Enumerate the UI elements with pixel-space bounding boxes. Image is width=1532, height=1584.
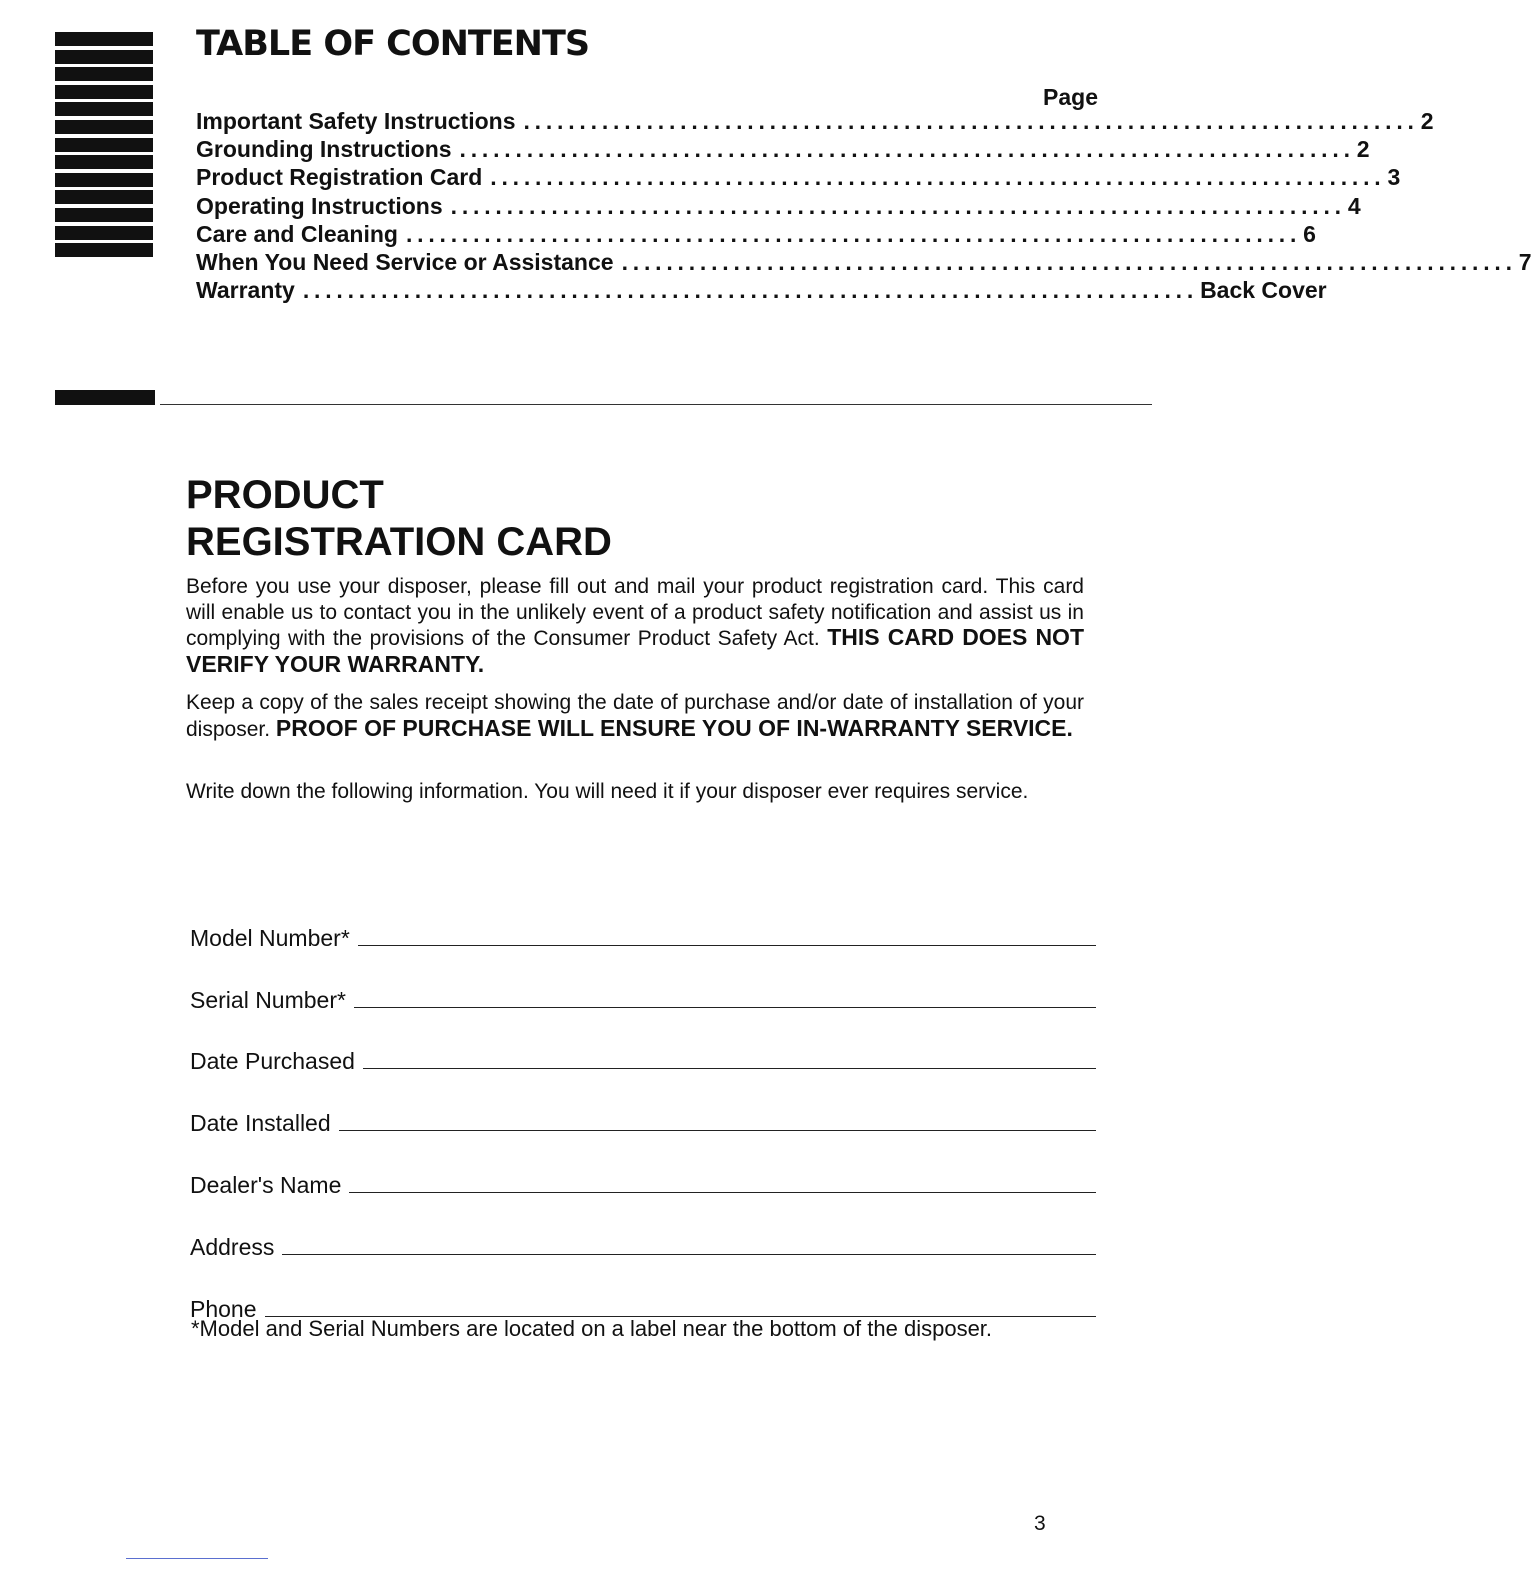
toc-entry-page: 6	[1303, 220, 1316, 247]
toc-leader-dots: ................................................................................	[621, 248, 1517, 275]
registration-title	[186, 472, 612, 566]
toc-leader-dots: ................................................................................	[405, 220, 1302, 247]
paragraph-emphasis: PROOF OF PURCHASE WILL ENSURE YOU OF IN-WARRANTY SERVICE.	[275, 714, 1073, 741]
toc-leader-dots: ................................................................................	[459, 136, 1355, 163]
address-field	[190, 1199, 1096, 1261]
serial-number-field	[190, 952, 1096, 1014]
write-in-line[interactable]	[349, 1192, 1096, 1193]
write-in-line[interactable]	[363, 1068, 1096, 1069]
field-label: Serial Number*	[190, 986, 346, 1013]
paragraph-text: Before you use your disposer, please fill out and mail your product registration card. This card will enable us to contact you in the unlikely event of a product safety notification and assist us in complying with the provisions of the Consumer Product Safety Act.	[186, 575, 1084, 650]
toc-page-header: Page	[1043, 84, 1098, 110]
write-in-line[interactable]	[354, 1007, 1096, 1008]
date-purchased-field	[190, 1014, 1096, 1076]
model-number-field	[190, 890, 1096, 952]
registration-paragraph-2	[186, 690, 1084, 742]
registration-title-line2: REGISTRATION CARD	[186, 520, 612, 564]
section-tab-mark	[55, 390, 155, 405]
toc-entry-label: Operating Instructions	[196, 192, 443, 219]
toc-entry-label: Care and Cleaning	[196, 220, 398, 247]
toc-entry-label: Important Safety Instructions	[196, 108, 516, 134]
toc-entry	[196, 163, 1401, 191]
dealer-name-field	[190, 1137, 1096, 1199]
toc-list	[196, 107, 1532, 304]
toc-entry	[196, 192, 1361, 220]
write-in-line[interactable]	[282, 1254, 1096, 1255]
toc-entry	[196, 107, 1434, 135]
registration-paragraph-3	[186, 779, 1084, 805]
toc-entry-label: When You Need Service or Assistance	[196, 248, 614, 275]
toc-entry	[196, 276, 1327, 304]
field-label: Model Number*	[190, 924, 350, 951]
toc-entry	[196, 220, 1316, 248]
toc-entry-page: Back Cover	[1200, 277, 1327, 304]
paragraph-text: Write down the following information. You will need it if your disposer ever requires service.	[186, 780, 1029, 803]
field-label: Date Installed	[190, 1110, 331, 1137]
toc-entry-label: Product Registration Card	[196, 164, 483, 191]
registration-fields	[190, 890, 1096, 1323]
bottom-rule	[126, 1558, 268, 1559]
chapter-tab-marks	[55, 32, 153, 261]
date-installed-field	[190, 1075, 1096, 1137]
toc-entry-page: 4	[1347, 192, 1361, 219]
toc-entry-label: Grounding Instructions	[196, 136, 452, 163]
toc-title: TABLE OF CONTENTS	[196, 24, 590, 64]
paragraph-text: Keep a copy of the sales receipt showing the date of purchase and/or date of installation of your disposer.	[186, 691, 1084, 741]
toc-entry-page: 2	[1420, 108, 1434, 134]
write-in-line[interactable]	[339, 1130, 1096, 1131]
toc-entry-page: 2	[1356, 136, 1370, 163]
registration-title-line1: PRODUCT	[186, 473, 384, 517]
toc-leader-dots: ................................................................................	[302, 277, 1199, 304]
toc-leader-dots: ................................................................................	[450, 192, 1346, 219]
section-divider	[160, 404, 1152, 405]
toc-entry	[196, 135, 1370, 163]
field-label: Dealer's Name	[190, 1171, 342, 1198]
toc-entry-page: 7	[1518, 248, 1532, 275]
paragraph-emphasis: THIS CARD DOES NOT VERIFY YOUR WARRANTY.	[186, 624, 1084, 677]
toc-leader-dots: ................................................................................	[490, 164, 1386, 191]
field-label: Date Purchased	[190, 1048, 355, 1075]
page-number: 3	[1034, 1512, 1046, 1535]
toc-entry	[196, 248, 1532, 276]
phone-field	[190, 1261, 1096, 1323]
field-label: Phone	[190, 1295, 257, 1322]
toc-entry-label: Warranty	[196, 277, 295, 304]
toc-leader-dots: ................................................................................	[523, 108, 1419, 134]
write-in-line[interactable]	[358, 945, 1096, 946]
toc-entry-page: 3	[1387, 164, 1401, 191]
footnote: *Model and Serial Numbers are located on a label near the bottom of the disposer.	[191, 1316, 993, 1341]
field-label: Address	[190, 1233, 275, 1260]
registration-paragraph-1	[186, 574, 1084, 678]
